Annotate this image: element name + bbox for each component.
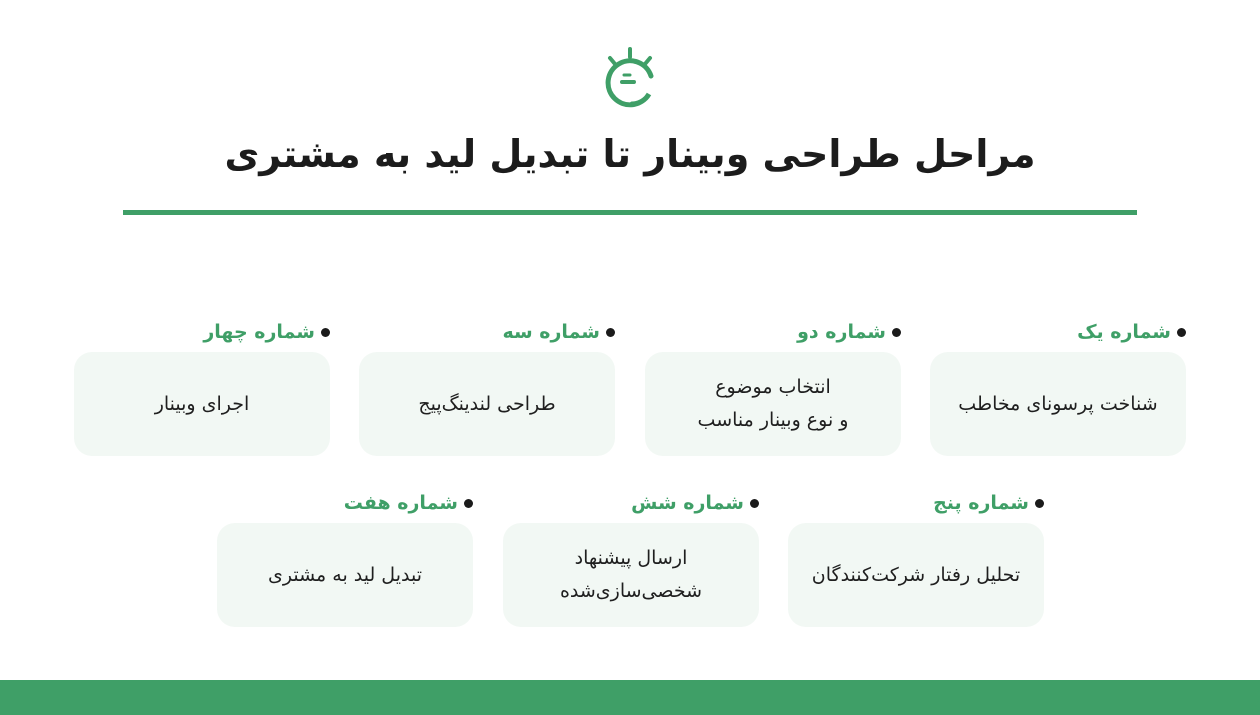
step-number: شماره چهار xyxy=(203,321,315,343)
footer-band xyxy=(0,680,1260,715)
step-number: شماره دو xyxy=(797,321,886,343)
step-label xyxy=(344,489,473,517)
step-text: طراحی لندینگ‌پیج xyxy=(418,392,556,415)
step-text: تحلیل رفتار شرکت‌کنندگان xyxy=(811,563,1021,586)
bullet-icon xyxy=(321,328,330,337)
step-card xyxy=(503,523,759,627)
step-label xyxy=(631,489,759,517)
step-text: شناخت پرسونای مخاطب xyxy=(958,392,1158,415)
bullet-icon xyxy=(464,499,473,508)
bullet-icon xyxy=(1177,328,1186,337)
bullet-icon xyxy=(892,328,901,337)
step-card xyxy=(359,352,615,456)
step-number: شماره پنج xyxy=(933,492,1029,514)
step-label xyxy=(933,489,1044,517)
bullet-icon xyxy=(606,328,615,337)
step-text: ارسال پیشنهاد شخصی‌سازی‌شده xyxy=(559,547,703,602)
step-label xyxy=(797,318,901,346)
bullet-icon xyxy=(750,499,759,508)
step-text: تبدیل لید به مشتری xyxy=(268,563,422,586)
step-label xyxy=(502,318,615,346)
step-card xyxy=(645,352,901,456)
step-card xyxy=(217,523,473,627)
step-label xyxy=(203,318,330,346)
eye-smile-icon xyxy=(600,46,660,108)
step-label xyxy=(1077,318,1186,346)
step-number: شماره هفت xyxy=(343,492,458,514)
step-card xyxy=(930,352,1186,456)
step-card xyxy=(788,523,1044,627)
step-number: شماره شش xyxy=(631,492,744,514)
step-number: شماره یک xyxy=(1077,321,1171,343)
title-divider xyxy=(123,210,1137,215)
step-text: اجرای وبینار xyxy=(154,392,250,415)
step-card xyxy=(74,352,330,456)
step-text: انتخاب موضوع و نوع وبینار مناسب xyxy=(697,376,849,431)
step-number: شماره سه xyxy=(502,321,600,343)
page-title: مراحل طراحی وبینار تا تبدیل لید به مشتری xyxy=(224,132,1036,176)
bullet-icon xyxy=(1035,499,1044,508)
